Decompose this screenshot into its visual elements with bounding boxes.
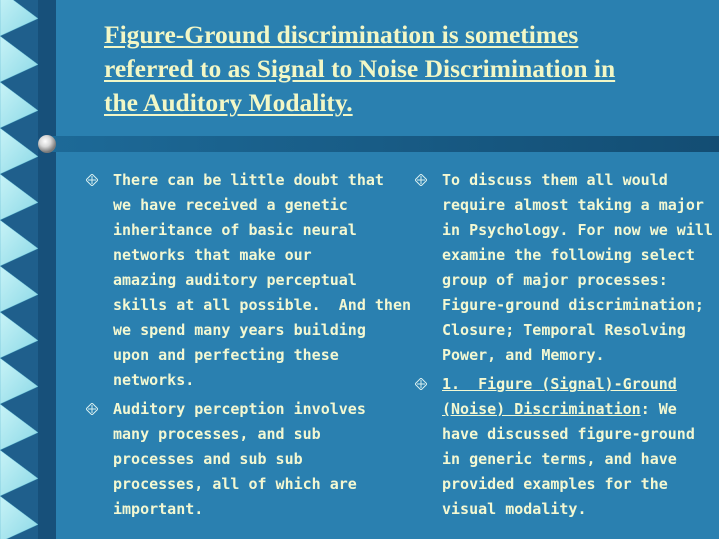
section-heading-text: (Noise) Discrimination: [442, 400, 641, 418]
bullet-text-line: To discuss them all would: [442, 171, 668, 189]
right-column: [415, 168, 715, 526]
bullet-text-line: provided examples for the: [442, 475, 668, 493]
bullet-text-line: we have received a genetic: [113, 196, 348, 214]
bullet-text-line: upon and perfecting these: [113, 346, 339, 364]
bullet-text-line: in Psychology. For now we will: [442, 221, 713, 239]
section-heading-line: [442, 397, 715, 422]
title-line: referred to as Signal to Noise Discrimination in: [104, 54, 616, 83]
bullet-text-line: require almost taking a major: [442, 196, 704, 214]
bullet-text-line: networks.: [113, 371, 195, 389]
bullet-diamond-icon: [415, 174, 427, 186]
bullet-text-line: Power, and Memory.: [442, 346, 605, 364]
bullet-text-line: Closure; Temporal Resolving: [442, 321, 686, 339]
bullet-text-line: important.: [113, 500, 204, 518]
bullet-text-line: group of major processes:: [442, 271, 668, 289]
bullet-text-line: networks that make our: [113, 246, 312, 264]
bullet-text-line: There can be little doubt that: [113, 171, 384, 189]
bullet-item: [415, 168, 715, 368]
bullet-text-line: skills at all possible. And then: [113, 296, 412, 314]
title-line: the Auditory Modality.: [104, 88, 353, 117]
bullet-diamond-icon: [415, 378, 427, 390]
bullet-text-line: Auditory perception involves: [113, 400, 366, 418]
bullet-text-line: Figure-ground discrimination;: [442, 296, 704, 314]
title-line: Figure-Ground discrimination is sometimes: [104, 20, 579, 49]
left-column: [86, 168, 412, 526]
slide-title: [104, 18, 704, 120]
bullet-text-line: many processes, and sub: [113, 425, 321, 443]
bullet-text-line: in generic terms, and have: [442, 450, 677, 468]
bullet-text-line: have discussed figure-ground: [442, 425, 695, 443]
bullet-item: [415, 372, 715, 522]
bullet-item: [86, 397, 386, 522]
bullet-text-line: processes and sub sub: [113, 450, 303, 468]
bullet-text-line: we spend many years building: [113, 321, 366, 339]
bullet-diamond-icon: [86, 174, 98, 186]
bullet-item: [86, 168, 412, 393]
bullet-text-line: amazing auditory perceptual: [113, 271, 357, 289]
section-heading-rest: : We: [640, 400, 677, 418]
bullet-diamond-icon: [86, 403, 98, 415]
bullet-text-line: visual modality.: [442, 500, 587, 518]
bullet-text-line: processes, all of which are: [113, 475, 357, 493]
bullet-text-line: inheritance of basic neural: [113, 221, 357, 239]
bullet-text-line: examine the following select: [442, 246, 695, 264]
section-heading-line: 1. Figure (Signal)-Ground: [442, 375, 677, 393]
junction-ball-icon: [38, 135, 56, 153]
